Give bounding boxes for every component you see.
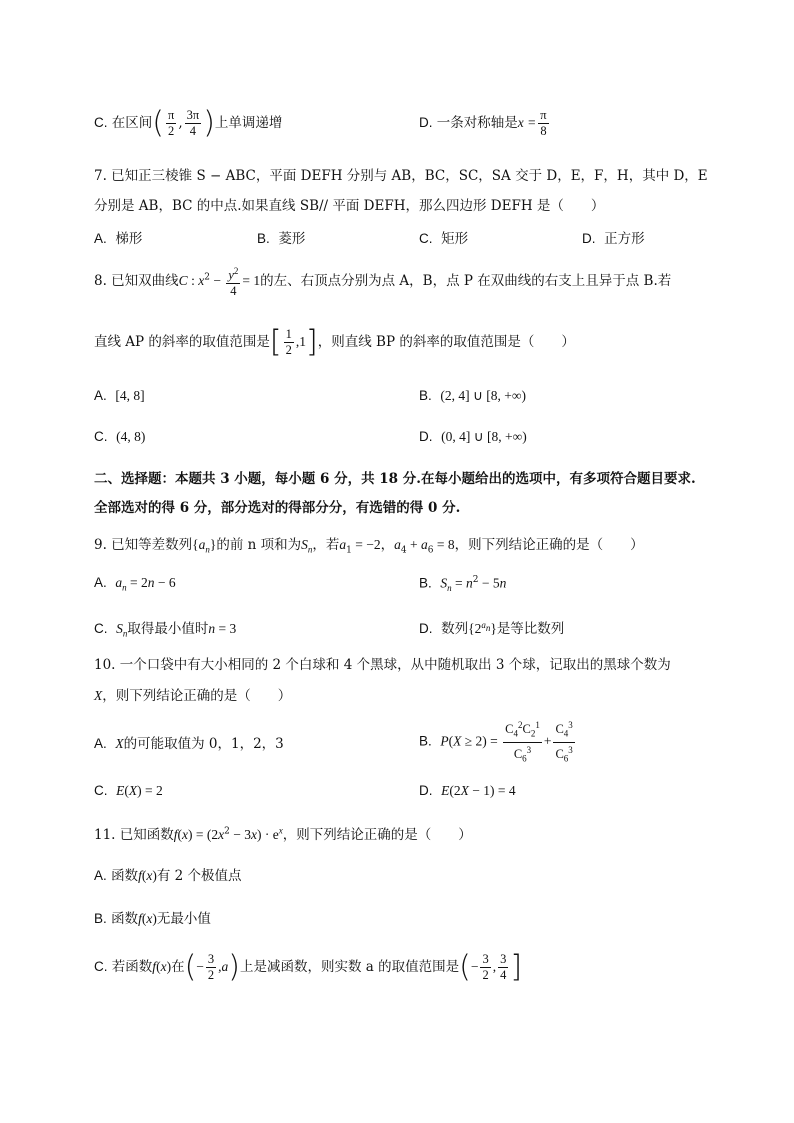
q6-option-c: C. 在区间( $\frac{\pi}{2}$ , $\frac{3\pi}{4}$ )上单调递增 xyxy=(94,105,283,141)
fraction: $\frac{1}{2}$ xyxy=(285,327,292,357)
q8-stem-line2: 直线 AP 的斜率的取值范围是[ $\frac{1}{2}$ ,1]，则直线 BP 的斜率的取值范围是（ ） xyxy=(94,324,575,360)
q9-option-d: D. 数列$\{2^{a_n}\}$是等比数列 xyxy=(419,619,565,637)
q10-option-c: C. E(X) = 2 xyxy=(94,783,163,798)
q10-option-b: B. P(X ≥ 2) = $\frac{C_4^2C_2^1}{C_6^3}$ + $\frac{C_4^3}{C_6^3}$ xyxy=(419,718,577,766)
q11-option-b: B. 函数f(x)无最小值 xyxy=(94,911,211,927)
q7-stem-line2: 分别是 AB，BC 的中点.如果直线 SB// 平面 DEFH，那么四边形 DEFH 是（ ） xyxy=(94,198,605,214)
q10-option-a: A. X的可能取值为 0，1，2，3 xyxy=(94,736,284,752)
q7-stem-line1: 7. 已知正三棱锥 S − ABC，平面 DEFH 分别与 AB，BC，SC，SA 交于 D，E，F，H，其中 D，E xyxy=(94,168,708,184)
q7-option-c: C. 矩形 xyxy=(419,231,469,247)
q8-option-d: D. (0, 4] ∪ [8, +∞) xyxy=(419,429,527,444)
fraction: $\frac{C_4^3}{C_6^3}$ xyxy=(555,720,573,764)
fraction: $\frac{3}{4}$ xyxy=(500,952,507,982)
q7-option-d: D. 正方形 xyxy=(582,231,645,247)
q8-option-b: B. (2, 4] ∪ [8, +∞) xyxy=(419,388,526,403)
q10-stem-line2: X，则下列结论正确的是（ ） xyxy=(94,688,292,704)
fraction: $\frac{y^2}{4}$ xyxy=(228,266,239,299)
fraction: $\frac{3\pi}{4}$ xyxy=(186,108,200,138)
section2-heading-line1: 二、选择题：本题共 3 小题，每小题 6 分，共 18 分.在每小题给出的选项中，有多项符合题目要求. xyxy=(94,471,696,487)
q11-option-a: A. 函数f(x)有 2 个极值点 xyxy=(94,868,242,884)
q11-option-c: C. 若函数f(x)在(− $\frac{3}{2}$ ,a)上是减函数，则实数 a 的取值范围是(− $\frac{3}{2}$ , $\frac{3}{4}$ ] xyxy=(94,949,523,985)
q10-option-d: D. E(2X − 1) = 4 xyxy=(419,783,516,798)
fraction: $\frac{C_4^2C_2^1}{C_6^3}$ xyxy=(505,720,540,764)
q6-option-d: D. 一条对称轴是x = $\frac{\pi}{8}$ xyxy=(419,108,547,138)
section2-heading-line2: 全部选对的得 6 分，部分选对的得部分分，有选错的得 0 分. xyxy=(94,500,461,516)
q11-stem: 11. 已知函数$f(x) = (2x^2 - 3x) \cdot e^x$，则下列结论正确的是（ ） xyxy=(94,825,472,843)
q8-option-c: C. (4, 8) xyxy=(94,429,146,444)
q9-option-c: C. $S_n$取得最小值时n = 3 xyxy=(94,621,237,639)
q7-option-b: B. 菱形 xyxy=(257,231,306,247)
q9-stem: 9. 已知等差数列$\{a_n\}$的前 n 项和为$S_n$，若$a_1 = -2$，$a_4 + a_6 = 8$，则下列结论正确的是（ ） xyxy=(94,537,644,556)
fraction: $\frac{\pi}{8}$ xyxy=(540,108,547,138)
q8-stem-line1: 8. 已知双曲线C : $x^2$ − $\frac{y^2}{4}$ = 1的左、右顶点分别为点 A，B，点 P 在双曲线的右支上且异于点 B.若 xyxy=(94,266,672,299)
q9-option-b: B. $S_n = n^2 - 5n$ xyxy=(419,575,507,594)
fraction: $\frac{3}{2}$ xyxy=(482,952,489,982)
q10-stem-line1: 10. 一个口袋中有大小相同的 2 个白球和 4 个黑球，从中随机取出 3 个球，记取出的黑球个数为 xyxy=(94,657,671,673)
q7-option-a: A. 梯形 xyxy=(94,231,143,247)
fraction: $\frac{3}{2}$ xyxy=(207,952,215,982)
fraction: $\frac{\pi}{2}$ xyxy=(168,108,175,138)
q8-option-a: A. [4, 8] xyxy=(94,388,145,403)
q9-option-a: A. $a_n = 2n - 6$ xyxy=(94,575,176,593)
